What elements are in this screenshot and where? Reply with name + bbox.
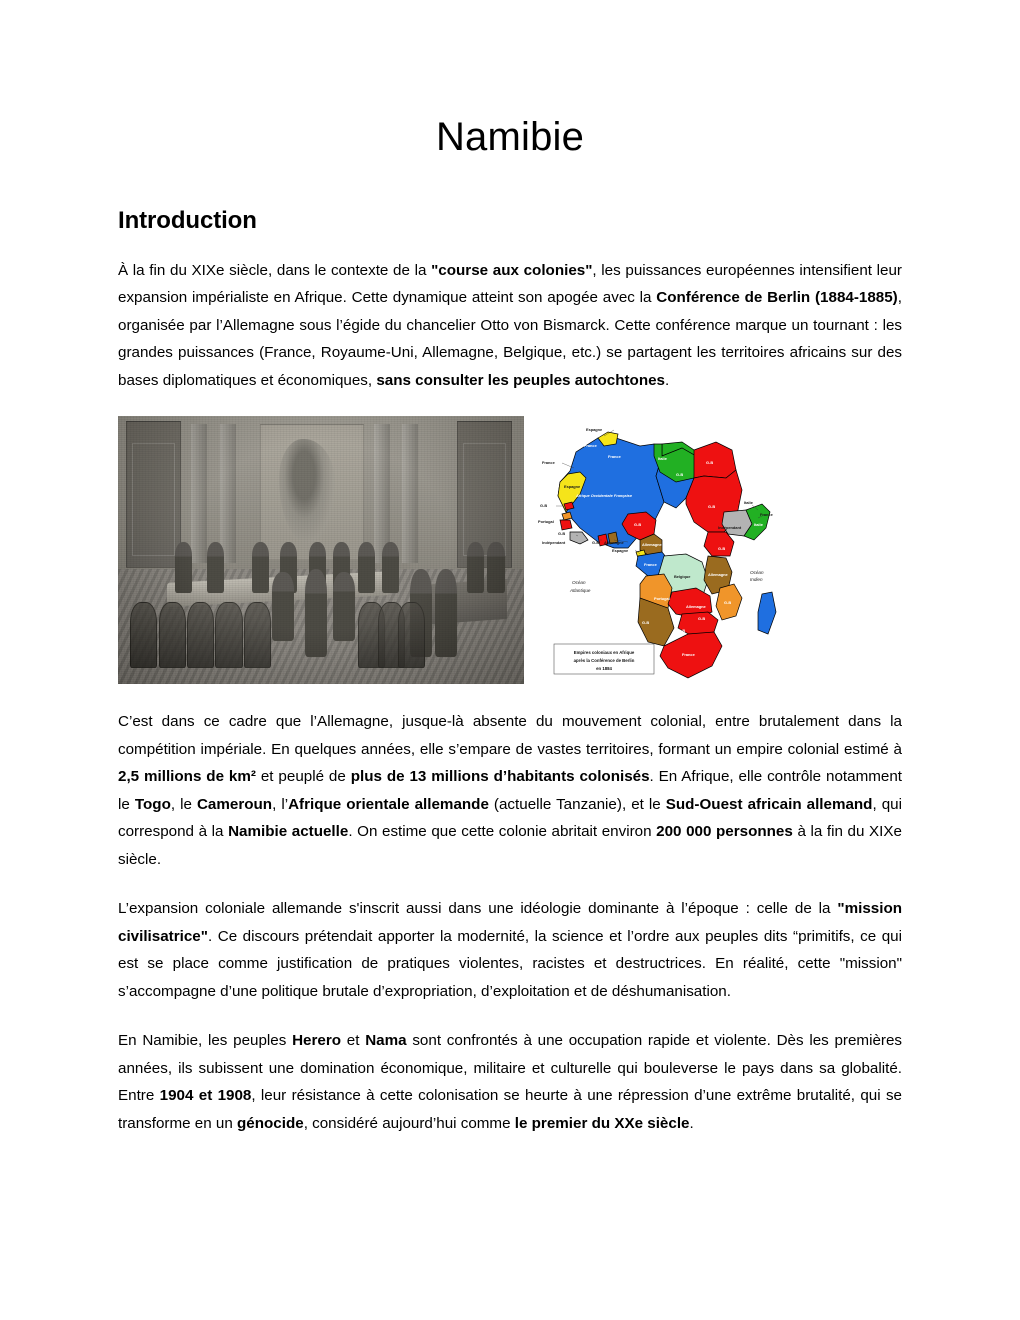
map-caption-box [554,644,654,674]
map-label: G-B [676,472,684,478]
map-label-ocean-atlantique: Océan [572,580,586,586]
map-label: G-B [540,503,548,509]
section-heading-introduction: Introduction [118,207,257,234]
map-label-ocean-indien: Océan [750,570,764,576]
map-label: Allemagne [686,604,706,610]
map-label: Espagne [612,548,629,554]
africa-map-svg [536,416,792,686]
map-label: France [682,652,695,658]
paragraph-1: À la fin du XIXe siècle, dans le contexte de la "course aux colonies", les puissances européennes intensifient leur expansion impérialiste en Afrique. Cette dynamique atteint son apogée avec la Conférence de Berlin (1884-1885), organisée par l’Allemagne sous l’égide du chancelier Otto von Bismarck. Cette conférence marque un tournant : les grandes puissances (France, Royaume-Uni, Allemagne, Belgique, etc.) se partagent les territoires africains sur des bases diplomatiques et économiques, sans consulter les peuples autochtones. [118,261,902,389]
map-label: G-B [558,531,566,537]
map-label: G-B [718,546,726,552]
paragraph-4: En Namibie, les peuples Herero et Nama sont confrontés à une occupation rapide et violente. Dès les premières années, ils subissent une domination économique, militaire et culturelle qui bouleverse le pays dans sa globalité. Entre 1904 et 1908, leur résistance à cette colonisation se heurte à une répression d’une extrême brutalité, qui se transforme en un génocide, considéré aujourd’hui comme le premier du XXe siècle. [118,1032,903,1132]
map-label: France [608,454,621,460]
map-label: G-B [708,504,716,510]
map-label: France [760,512,773,518]
map-label-ocean-indien-2: Indien [750,577,763,583]
map-label: Italie [744,500,753,506]
paragraph-3: L’expansion coloniale allemande s'inscrit aussi dans une idéologie dominante à l’époque : celle de la "mission civilisatrice". Ce discours prétendait apporter la modernité, la science et l’ordre aux peuples dits “primitifs, ce qui est se place comme justification de pratiques violentes, racistes et destructrices. En réalité, cette "mission" s’accompagne d’une politique brutale d’expropriation, d’exploitation et de déshumanisation. [118,900,902,1000]
map-label: G-B [724,600,732,606]
map-label: G-B [698,616,706,622]
map-label: Allemagne [708,572,728,578]
map-label: G-B [634,522,642,528]
figure-row [118,394,902,686]
map-label: Afrique Occidentale Française [576,493,633,499]
map-label: Portugal [654,596,670,602]
map-label-ocean-atlantique-2: Atlantique [570,588,591,594]
berlin-conference-engraving-image [118,416,524,684]
map-label: Indépendant [718,525,742,531]
page-title: Namibie [435,115,585,159]
map-label: Espagne [564,484,581,490]
map-label: France [542,460,555,466]
territory-portugal-coast [560,520,572,530]
map-label: G-B [678,628,686,634]
map-label: Belgique [674,574,691,580]
map-label: G-B [706,460,714,466]
paragraph-2: C’est dans ce cadre que l’Allemagne, jusque-là absente du mouvement colonial, entre brutalement dans la compétition impériale. En quelques années, elle s’empare de vastes territoires, formant un empire colonial estimé à 2,5 millions de km² et peuplé de plus de 13 millions d’habitants colonisés. En Afrique, elle contrôle notamment le Togo, le Cameroun, l’Afrique orientale allemande (actuelle Tanzanie), et le Sud-Ouest africain allemand, qui correspond à la Namibie actuelle. On estime que cette colonie abritait environ 200 000 personnes à la fin du XIXe siècle. [118,713,902,868]
map-label: G-B [642,620,650,626]
map-label: France [644,562,657,568]
africa-colonial-map-image [536,416,792,686]
map-caption-line-2: après la Conférence de Berlin [573,658,635,664]
engraving-vignette [118,416,524,684]
map-label: G-B [592,540,600,546]
map-caption-line-1: Empires coloniaux en Afrique [573,650,635,656]
map-label: Espagne [586,427,603,433]
map-caption-line-3: en 1884 [596,666,612,672]
map-label: Italie [754,522,763,528]
map-label: Italie [658,456,667,462]
map-label: France [584,443,597,449]
map-label: Indépendant [542,540,566,546]
map-label: Allemagne [642,542,662,548]
map-label: Portugal [538,519,554,525]
map-label: Allemagne [604,540,624,546]
